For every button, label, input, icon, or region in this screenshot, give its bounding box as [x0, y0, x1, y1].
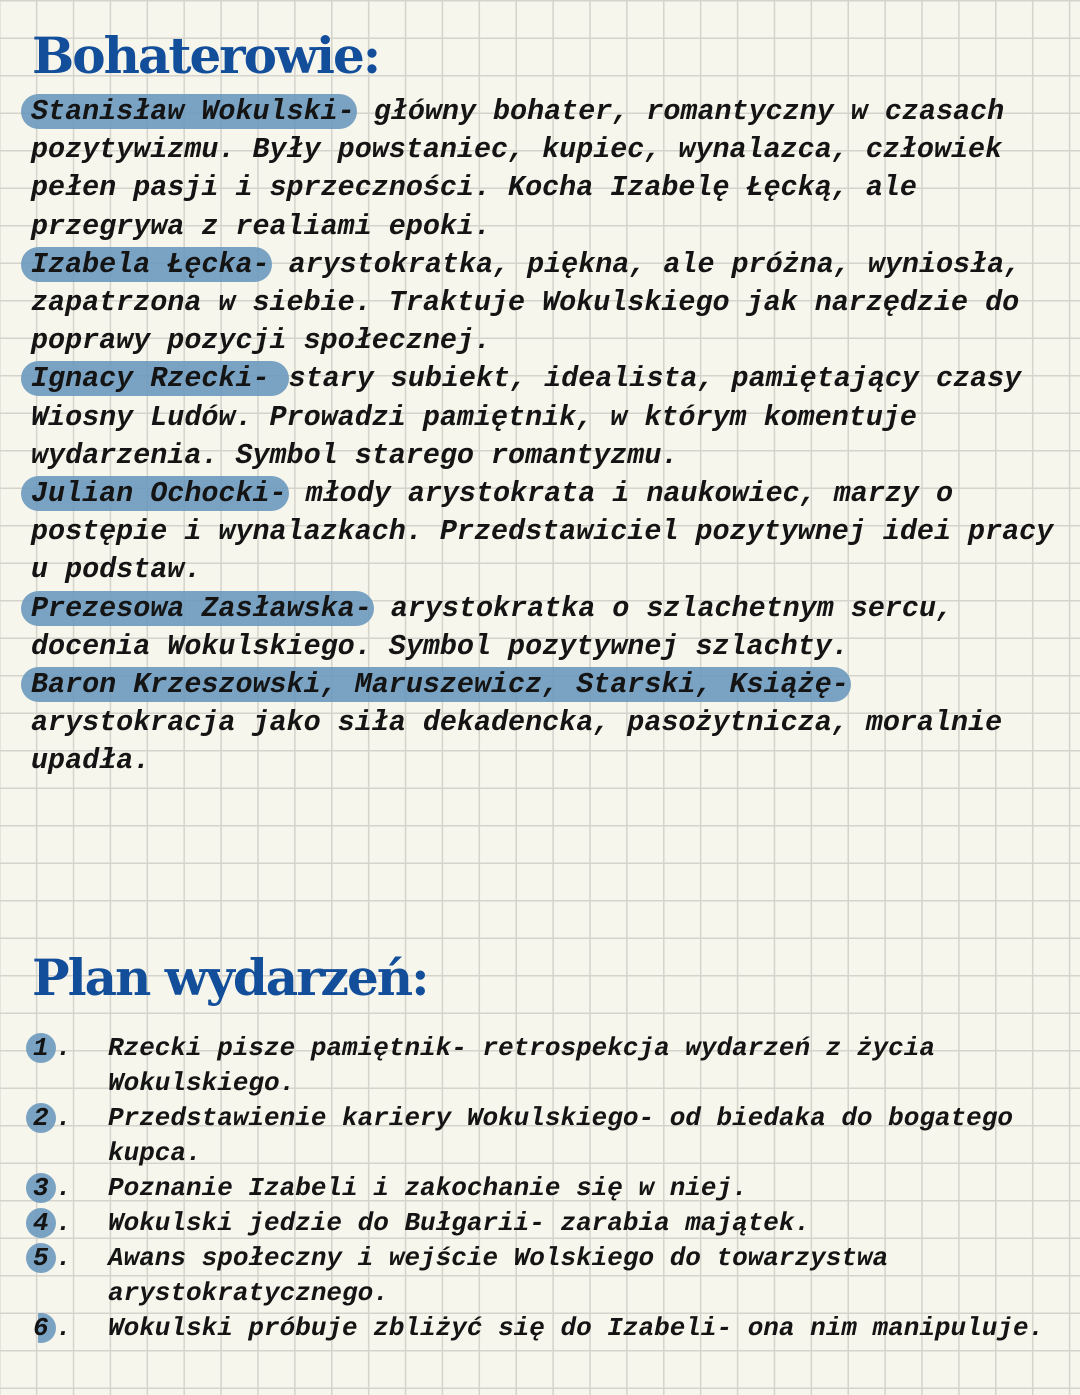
character-entry [31, 590, 1061, 666]
character-entry [31, 666, 1061, 781]
number-badge: 5 [26, 1243, 56, 1273]
character-entry [31, 246, 1061, 361]
character-name: Julian Ochocki- [21, 476, 289, 511]
number-badge: 1 [26, 1033, 56, 1063]
plan-item: 2 . Przedstawienie kariery Wokulskiego- od biedaka do bogatego kupca. [0, 1101, 1058, 1171]
character-name: Stanisław Wokulski- [21, 94, 357, 129]
number-badge: 4 [26, 1208, 56, 1238]
plan-heading: Plan wydarzeń: [32, 948, 428, 1007]
number-badge: 3 [26, 1173, 56, 1203]
plan-list [0, 1031, 1080, 1346]
character-description: arystokracja jako siła dekadencka, pasożytnicza, moralnie upadła. [31, 706, 1003, 778]
character-description: arystokratka, piękna, ale próżna, wyniosła, zapatrzona w siebie. Traktuje Wokulskiego jak narzędzie do poprawy pozycji społecznej. [31, 247, 1022, 358]
plan-item: 3 . Poznanie Izabeli i zakochanie się w niej. [0, 1171, 1058, 1206]
character-description: arystokratka o szlachetnym sercu, docenia Wokulskiego. Symbol pozytywnej szlachty. [31, 591, 954, 663]
character-entry [31, 475, 1061, 590]
plan-item-text: Rzecki pisze pamiętnik- retrospekcja wydarzeń z życia Wokulskiego. [108, 1033, 935, 1098]
character-description: stary subiekt, idealista, pamiętający czasy Wiosny Ludów. Prowadzi pamiętnik, w którym komentuje wydarzenia. Symbol starego romantyzmu. [31, 362, 1022, 472]
plan-item: 1 . Rzecki pisze pamiętnik- retrospekcja wydarzeń z życia Wokulskiego. [0, 1031, 1058, 1101]
plan-item-text: Awans społeczny i wejście Wolskiego do towarzystwa arystokratycznego. [108, 1243, 889, 1308]
characters-list [31, 93, 1061, 781]
plan-item-text: Wokulski jedzie do Bułgarii- zarabia majątek. [108, 1208, 811, 1238]
number-badge: 2 [26, 1103, 56, 1133]
character-name: Prezesowa Zasławska- [21, 591, 374, 626]
character-name: Ignacy Rzecki- [21, 361, 289, 396]
character-entry [31, 93, 1061, 246]
character-name: Izabela Łęcka- [21, 247, 272, 282]
plan-item: 4 . Wokulski jedzie do Bułgarii- zarabia majątek. [0, 1206, 1058, 1241]
characters-heading: Bohaterowie: [32, 26, 380, 85]
character-description: młody arystokrata i naukowiec, marzy o postępie i wynalazkach. Przedstawiciel pozytywnej idei pracy u podstaw. [31, 477, 1054, 587]
character-name: Baron Krzeszowski, Maruszewicz, Starski, Książę- [21, 667, 851, 702]
plan-item-text: Wokulski próbuje zbliżyć się do Izabeli- ona nim manipuluje. [108, 1313, 1045, 1343]
plan-item-text: Poznanie Izabeli i zakochanie się w niej. [108, 1173, 748, 1203]
character-description: główny bohater, romantyczny w czasach pozytywizmu. Były powstaniec, kupiec, wynalazca, człowiek pełen pasji i sprzeczności. Kocha Izabelę Łęcką, ale przegrywa z realiami epoki. [31, 95, 1005, 243]
plan-item: 6 . Wokulski próbuje zbliżyć się do Izabeli- ona nim manipuluje. [0, 1311, 1058, 1346]
plan-item-text: Przedstawienie kariery Wokulskiego- od biedaka do bogatego kupca. [108, 1103, 1013, 1168]
plan-item: 5 . Awans społeczny i wejście Wolskiego do towarzystwa arystokratycznego. [0, 1241, 1058, 1311]
character-entry [31, 360, 1061, 475]
